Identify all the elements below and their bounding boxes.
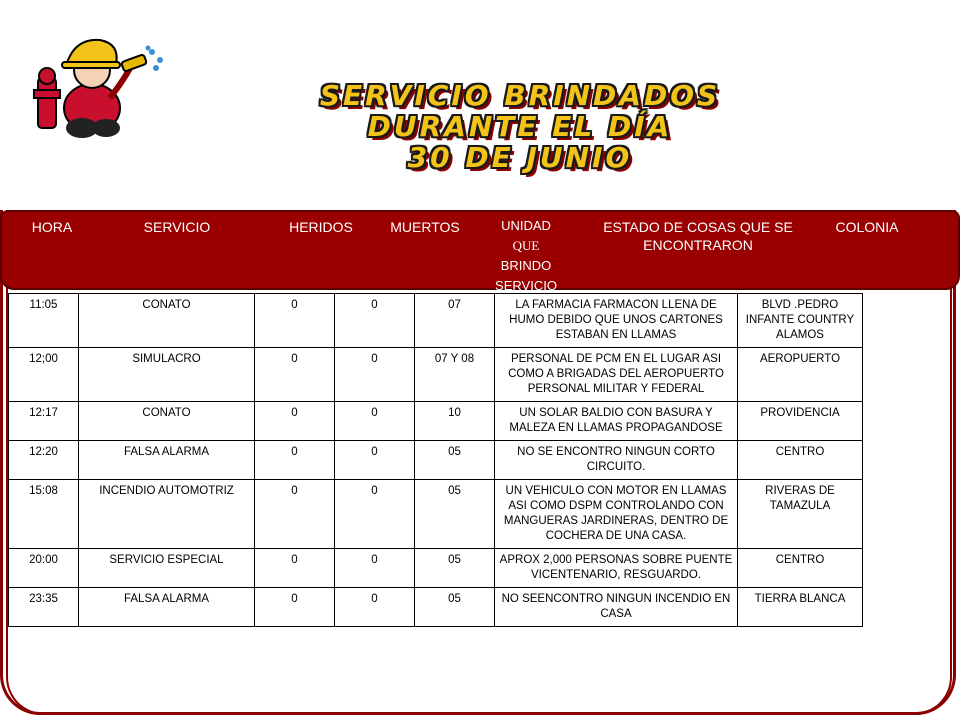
page-title <box>250 80 790 173</box>
cell-colonia: AEROPUERTO <box>738 348 863 402</box>
cell-unidad: 07 Y 08 <box>415 348 495 402</box>
header-unidad-4: SERVICIO <box>495 278 557 293</box>
table-row <box>9 480 863 549</box>
cell-heridos: 0 <box>255 441 335 480</box>
cell-heridos: 0 <box>255 402 335 441</box>
cell-hora: 20:00 <box>9 549 79 588</box>
cell-hora: 11:05 <box>9 294 79 348</box>
cell-estado: NO SE ENCONTRO NINGUN CORTO CIRCUITO. <box>495 441 738 480</box>
header-colonia: COLONIA <box>835 219 899 235</box>
cell-heridos: 0 <box>255 348 335 402</box>
cell-colonia: PROVIDENCIA <box>738 402 863 441</box>
cell-unidad: 07 <box>415 294 495 348</box>
cell-muertos: 0 <box>335 348 415 402</box>
cell-heridos: 0 <box>255 294 335 348</box>
title-line-2: DURANTE EL DÍA <box>367 110 673 143</box>
table-header <box>0 210 960 293</box>
cell-estado: APROX 2,000 PERSONAS SOBRE PUENTE VICENTENARIO, RESGUARDO. <box>495 549 738 588</box>
cell-servicio: INCENDIO AUTOMOTRIZ <box>79 480 255 549</box>
header-servicio: SERVICIO <box>143 219 211 235</box>
cell-heridos: 0 <box>255 480 335 549</box>
cell-colonia: CENTRO <box>738 549 863 588</box>
cell-muertos: 0 <box>335 480 415 549</box>
cell-estado: LA FARMACIA FARMACON LLENA DE HUMO DEBIDO QUE UNOS CARTONES ESTABAN EN LLAMAS <box>495 294 738 348</box>
table-row <box>9 441 863 480</box>
cell-unidad: 10 <box>415 402 495 441</box>
cell-hora: 12:17 <box>9 402 79 441</box>
cell-muertos: 0 <box>335 549 415 588</box>
cell-estado: UN VEHICULO CON MOTOR EN LLAMAS ASI COMO DSPM CONTROLANDO CON MANGUERAS JARDINERAS, DENTRO DE COCHERA DE UNA CASA. <box>495 480 738 549</box>
table-row <box>9 348 863 402</box>
cell-heridos: 0 <box>255 588 335 627</box>
cell-hora: 12:20 <box>9 441 79 480</box>
table-row <box>9 549 863 588</box>
cell-servicio: FALSA ALARMA <box>79 441 255 480</box>
cell-hora: 15:08 <box>9 480 79 549</box>
cell-estado: NO SEENCONTRO NINGUN INCENDIO EN CASA <box>495 588 738 627</box>
header-estado-2: ENCONTRARON <box>643 237 753 253</box>
title-line-1: SERVICIO BRINDADOS <box>319 79 721 112</box>
header-estado-1: ESTADO DE COSAS QUE SE <box>603 219 793 235</box>
cell-servicio: SIMULACRO <box>79 348 255 402</box>
cell-heridos: 0 <box>255 549 335 588</box>
cell-muertos: 0 <box>335 441 415 480</box>
firefighter-mascot-icon <box>30 28 170 148</box>
header-hora: HORA <box>31 219 73 235</box>
cell-hora: 23:35 <box>9 588 79 627</box>
cell-estado: UN SOLAR BALDIO CON BASURA Y MALEZA EN LLAMAS PROPAGANDOSE <box>495 402 738 441</box>
cell-servicio: CONATO <box>79 294 255 348</box>
cell-colonia: BLVD .PEDRO INFANTE COUNTRY ALAMOS <box>738 294 863 348</box>
cell-servicio: SERVICIO ESPECIAL <box>79 549 255 588</box>
cell-colonia: TIERRA BLANCA <box>738 588 863 627</box>
cell-servicio: FALSA ALARMA <box>79 588 255 627</box>
header-muertos: MUERTOS <box>390 219 460 235</box>
cell-unidad: 05 <box>415 441 495 480</box>
header-unidad-2: QUE <box>512 238 540 253</box>
table-row <box>9 402 863 441</box>
header-unidad-3: BRINDO <box>500 258 552 273</box>
cell-muertos: 0 <box>335 588 415 627</box>
title-line-3: 30 DE JUNIO <box>407 141 633 174</box>
table-row <box>9 294 863 348</box>
cell-colonia: RIVERAS DE TAMAZULA <box>738 480 863 549</box>
header-estado <box>580 218 816 254</box>
cell-hora: 12;00 <box>9 348 79 402</box>
header-unidad <box>480 216 572 296</box>
cell-muertos: 0 <box>335 294 415 348</box>
cell-unidad: 05 <box>415 549 495 588</box>
header-unidad-1: UNIDAD <box>501 218 551 233</box>
header-heridos: HERIDOS <box>289 219 353 235</box>
cell-unidad: 05 <box>415 588 495 627</box>
table-row <box>9 588 863 627</box>
services-table <box>8 293 863 627</box>
cell-unidad: 05 <box>415 480 495 549</box>
cell-estado: PERSONAL DE PCM EN EL LUGAR ASI COMO A BRIGADAS DEL AEROPUERTO PERSONAL MILITAR Y FEDERAL <box>495 348 738 402</box>
cell-muertos: 0 <box>335 402 415 441</box>
cell-servicio: CONATO <box>79 402 255 441</box>
cell-colonia: CENTRO <box>738 441 863 480</box>
